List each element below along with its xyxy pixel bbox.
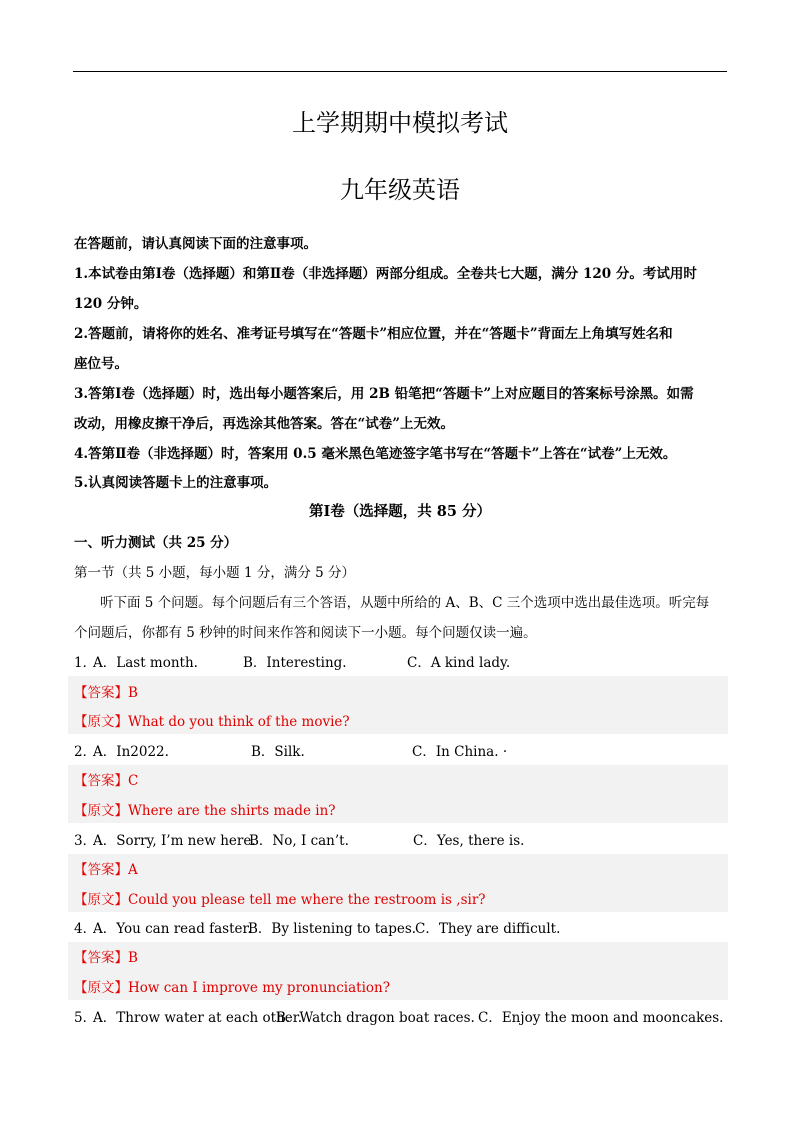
notice-item-2-line-2: 座位号。 [74, 356, 128, 372]
notice-item-4: 4.答第Ⅱ卷（非选择题）时，答案用 0.5 毫米黑色笔迹签字笔书写在“答题卡”上答在“试卷”上无效。 [74, 446, 677, 462]
answer-3: 【答案】A [74, 862, 138, 878]
question-number: 4． [74, 921, 97, 937]
page-title: 上学期期中模拟考试 [292, 109, 508, 137]
instructions-line-2: 个问题后，你都有 5 秒钟的时间来作答和阅读下一小题。每个问题仅读一遍。 [74, 625, 537, 641]
instructions-line-1: 听下面 5 个问题。每个问题后有三个答语，从题中所给的 A、B、C 三个选项中选出最佳选项。听完每 [100, 595, 710, 611]
header-rule [73, 71, 727, 72]
answer-1: 【答案】B [74, 685, 138, 701]
option-a: A．Sorry, I’m new here. [93, 833, 256, 849]
question-number: 5． [74, 1010, 97, 1026]
option-b: B．By listening to tapes. [248, 921, 417, 937]
option-a: A．You can read faster. [93, 921, 252, 937]
option-a: A．Throw water at each other. [93, 1010, 302, 1026]
option-a: A．Last month. [93, 655, 198, 671]
option-b: B．No, I can’t. [249, 833, 349, 849]
option-b: B．Silk. [251, 744, 305, 760]
answer-2: 【答案】C [74, 773, 139, 789]
option-c: C．In China. · [412, 744, 508, 760]
script-1: 【原文】What do you think of the movie? [74, 714, 350, 730]
option-b: B．Watch dragon boat races. [276, 1010, 475, 1026]
question-number: 2． [74, 744, 97, 760]
question-number: 1． [74, 655, 97, 671]
page-subtitle: 九年级英语 [340, 176, 460, 204]
script-3: 【原文】Could you please tell me where the restroom is ,sir? [74, 892, 486, 908]
notice-item-3-line-2: 改动，用橡皮擦干净后，再选涂其他答案。答在“试卷”上无效。 [74, 416, 455, 432]
option-c: C．A kind lady. [407, 655, 511, 671]
notice-item-5: 5.认真阅读答题卡上的注意事项。 [74, 475, 278, 491]
section-1-title: 一、听力测试（共 25 分） [74, 535, 238, 551]
notice-item-3-line-1: 3.答第Ⅰ卷（选择题）时，选出每小题答案后，用 2B 铅笔把“答题卡”上对应题目的答案标号涂黑。如需 [74, 386, 694, 402]
option-b: B．Interesting. [243, 655, 347, 671]
part-1-title: 第Ⅰ卷（选择题，共 85 分） [308, 503, 492, 520]
subsection-1-title: 第一节（共 5 小题，每小题 1 分，满分 5 分） [74, 565, 356, 581]
option-c: C．Enjoy the moon and mooncakes. [478, 1010, 724, 1026]
option-c: C．Yes, there is. [413, 833, 525, 849]
script-2: 【原文】Where are the shirts made in? [74, 803, 336, 819]
question-number: 3． [74, 833, 97, 849]
notice-item-1-line-2: 120 分钟。 [74, 296, 148, 312]
script-4: 【原文】How can I improve my pronunciation? [74, 980, 390, 996]
option-c: C．They are difficult. [415, 921, 561, 937]
notice-item-2-line-1: 2.答题前，请将你的姓名、准考证号填写在“答题卡”相应位置，并在“答题卡”背面左上角填写姓名和 [74, 326, 673, 342]
option-a: A．In2022. [93, 744, 169, 760]
answer-4: 【答案】B [74, 950, 138, 966]
notice-heading: 在答题前，请认真阅读下面的注意事项。 [74, 236, 317, 252]
notice-item-1-line-1: 1.本试卷由第Ⅰ卷（选择题）和第Ⅱ卷（非选择题）两部分组成。全卷共七大题，满分 120 分。考试用时 [74, 266, 697, 282]
